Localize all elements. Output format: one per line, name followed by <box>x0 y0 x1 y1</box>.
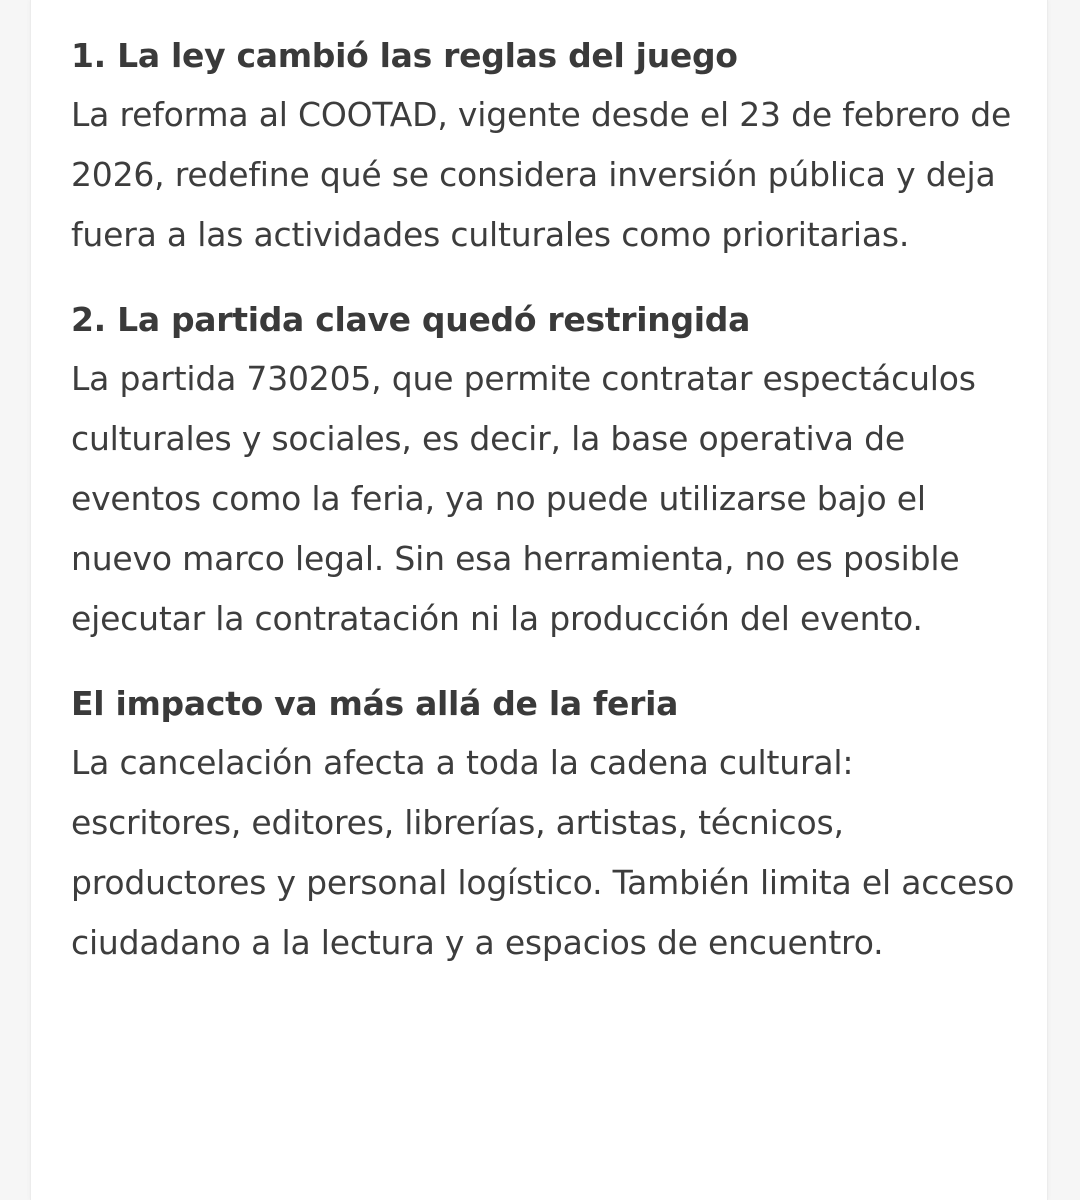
section-impact <box>71 675 1031 973</box>
section-heading: El impacto va más allá de la feria <box>71 684 679 723</box>
section-budget-item-restricted <box>71 291 1031 649</box>
section-paragraph: La reforma al COOTAD, vigente desde el 23 de febrero de 2026, redefine qué se considera inversión pública y deja fuera a las actividades culturales como prioritarias. <box>71 95 1012 254</box>
article-card <box>31 0 1047 1200</box>
section-law-changed <box>71 27 1031 265</box>
section-heading: 2. La partida clave quedó restringida <box>71 300 751 339</box>
article-body <box>71 27 1031 999</box>
section-paragraph: La partida 730205, que permite contratar espectáculos culturales y sociales, es decir, la base operativa de eventos como la feria, ya no puede utilizarse bajo el nuevo marco legal. Sin esa herramienta, no es posible ejecutar la contratación ni la producción del evento. <box>71 359 976 638</box>
section-heading: 1. La ley cambió las reglas del juego <box>71 36 738 75</box>
section-paragraph: La cancelación afecta a toda la cadena cultural: escritores, editores, librerías, artistas, técnicos, productores y personal logístico. También limita el acceso ciudadano a la lectura y a espacios de encuentro. <box>71 743 1015 962</box>
